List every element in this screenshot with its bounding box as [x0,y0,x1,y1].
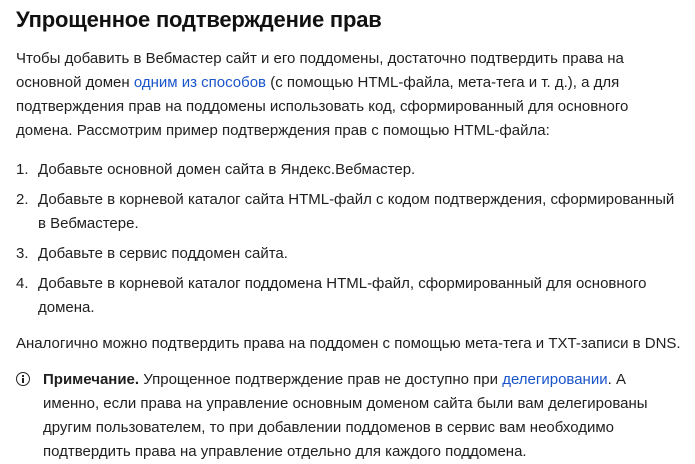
info-icon [16,372,30,386]
step-number: 2. [16,191,29,208]
step-text: Добавьте в сервис поддомен сайта. [38,245,288,262]
dns-paragraph: Аналогично можно подтвердить права на поддомен с помощью мета-тега и TXT-записи в DNS. [16,335,681,352]
steps-list [16,158,683,320]
delegation-link[interactable]: делегировании [502,371,608,388]
list-item [16,158,683,182]
list-item [16,188,683,236]
note-label: Примечание. [43,371,140,388]
step-number: 1. [16,161,29,178]
step-number: 3. [16,245,29,262]
step-text: Добавьте основной домен сайта в Яндекс.Вебмастер. [38,161,416,178]
step-text: Добавьте в корневой каталог сайта HTML-файл с кодом подтверждения, сформированный в Вебмастере. [38,191,675,232]
note-text-end: . А именно, если права на управление основным доменом сайта были вам делегированы другим пользователем, то при добавлении поддоменов в сервис вам необходимо подтвердить права на управление отдельно для каждого поддомена. [43,371,648,460]
step-number: 4. [16,275,29,292]
note-block [16,368,683,464]
step-text: Добавьте в корневой каталог поддомена HTML-файл, сформированный для основного домена. [38,275,647,316]
list-item [16,242,683,266]
methods-link[interactable]: одним из способов [133,74,267,91]
intro-text-end: (с помощью HTML-файла, мета-тега и т. д.), а для подтверждения прав на поддомены использовать код, сформированный для основного домена. Рассмотрим пример подтверждения прав с помощью HTML-файла: [16,74,629,139]
intro-text-start: Чтобы добавить в Вебмастер сайт и его поддомены, достаточно подтвердить права на основной домен [16,50,624,91]
list-item [16,272,683,320]
page-title: Упрощенное подтверждение прав [16,7,382,32]
note-text-start: Упрощенное подтверждение прав не доступно при [139,371,503,388]
intro-paragraph [16,47,683,143]
